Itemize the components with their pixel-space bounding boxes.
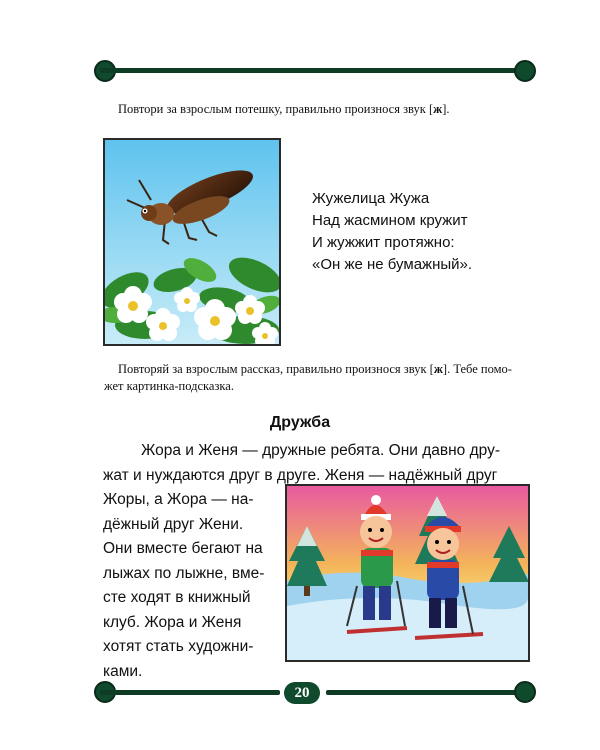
- instruction-story: [104, 361, 538, 395]
- skiing-kids-picture: [287, 486, 528, 660]
- story-line: Жора и Женя — дружные ребята. Они давно дру-: [141, 442, 501, 459]
- story-line: хотят стать художни-: [103, 638, 254, 655]
- skiing-kids-illustration: [285, 484, 530, 662]
- top-right-ornament: [514, 60, 536, 82]
- instruction-text-end: ]. Тебе помо-: [442, 362, 512, 376]
- bottom-divider-left: [100, 690, 280, 695]
- instruction-poem: [118, 101, 450, 118]
- top-divider: [100, 68, 530, 73]
- instruction-text: Повторяй за взрослым рассказ, правильно произнося звук [: [118, 362, 434, 376]
- instruction-line-1: [118, 361, 538, 378]
- poem-line: «Он же не бумажный».: [312, 256, 473, 273]
- story-line: сте ходят в книжный: [103, 589, 251, 606]
- sound-letter: ж: [433, 362, 443, 376]
- bottom-divider-right: [326, 690, 518, 695]
- instruction-text-end: ].: [442, 102, 450, 116]
- bottom-right-ornament: [514, 681, 536, 703]
- page-number: 20: [284, 682, 320, 704]
- beetle-illustration: [103, 138, 281, 346]
- poem-line: Над жасмином кружит: [312, 212, 468, 229]
- poem-line: И жужжит протяжно:: [312, 234, 455, 251]
- story-line: ками.: [103, 662, 143, 680]
- story-line: клуб. Жора и Женя: [103, 613, 242, 631]
- story-line: лыжах по лыжне, вме-: [103, 564, 265, 582]
- instruction-text: Повтори за взрослым потешку, правильно произнося звук [: [118, 102, 434, 116]
- poem-line: Жужелица Жужа: [312, 190, 430, 207]
- story-title: Дружба: [269, 414, 331, 431]
- story-line: Жоры, а Жора — на-: [103, 491, 254, 508]
- sound-letter: ж: [433, 102, 443, 116]
- instruction-line-2: жет картинка-подсказка.: [104, 379, 234, 393]
- story-line: дёжный друг Жени.: [103, 515, 244, 533]
- story-line: Они вместе бегают на: [103, 540, 263, 557]
- story-line: жат и нуждаются друг в друге. Женя — надёжный друг: [103, 466, 498, 484]
- beetle-flowers-picture: [105, 140, 279, 344]
- poem: [312, 188, 472, 276]
